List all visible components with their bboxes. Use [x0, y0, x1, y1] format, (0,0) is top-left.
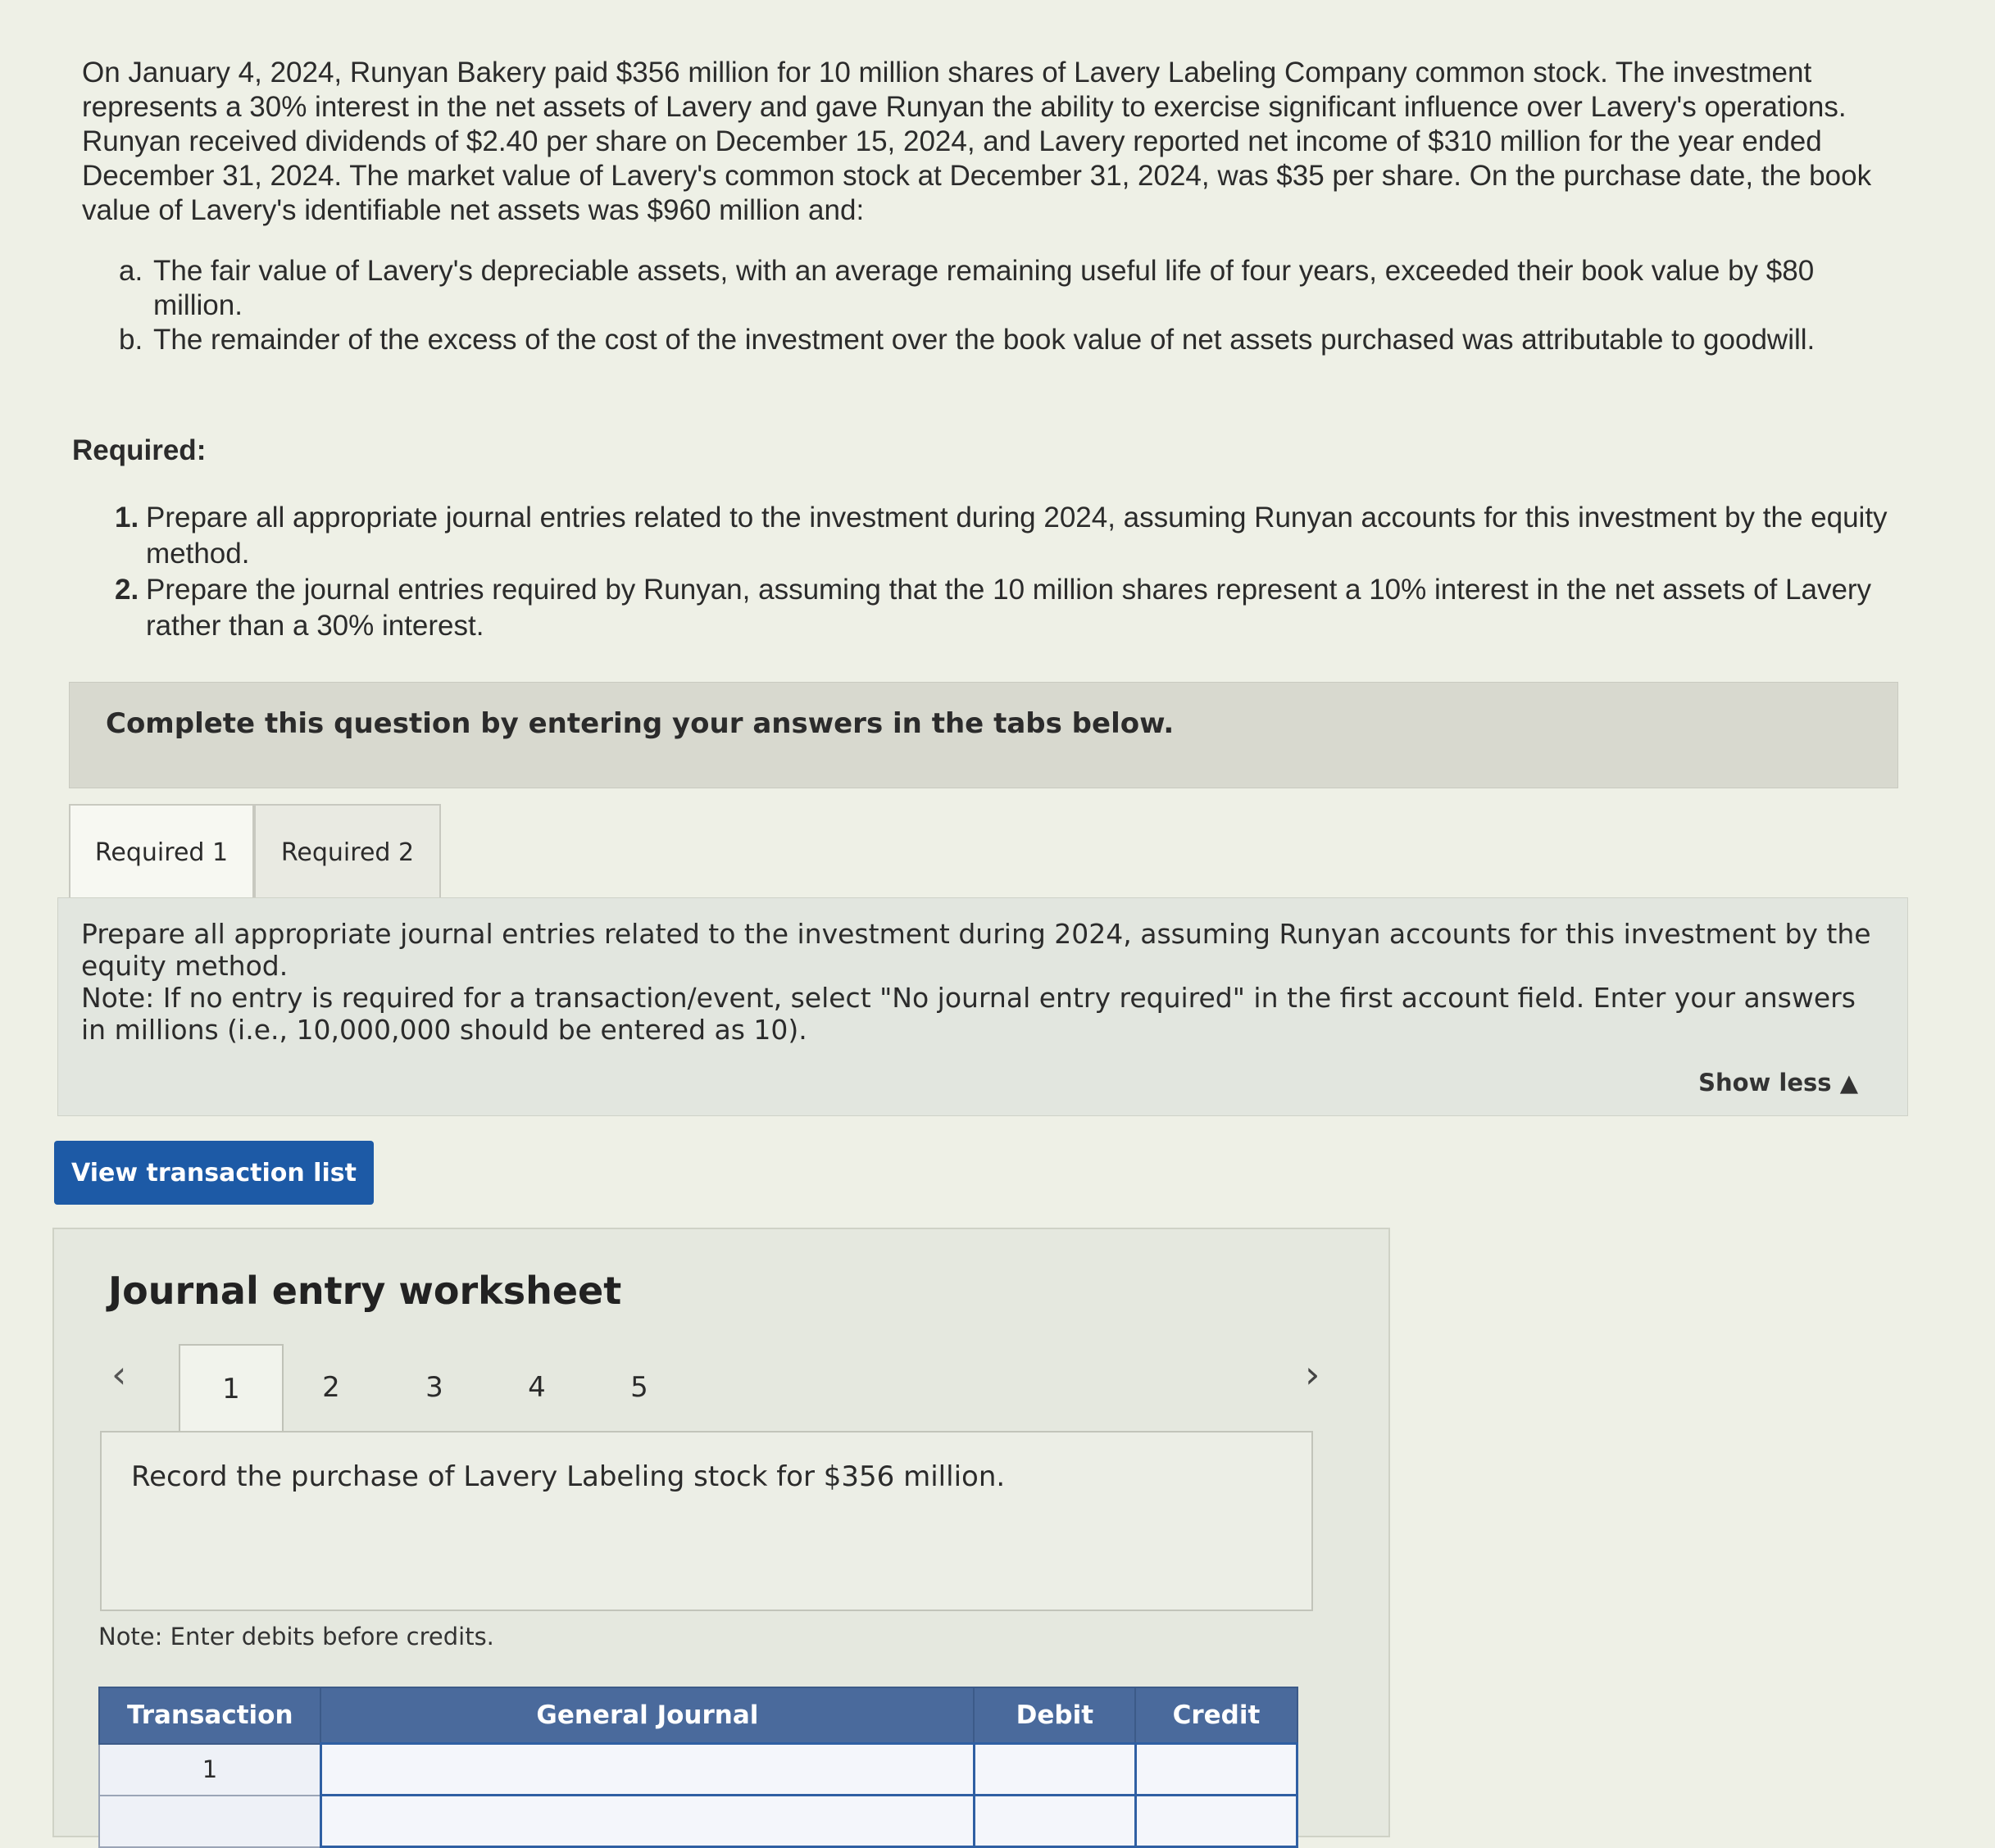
- worksheet-title: Journal entry worksheet: [108, 1269, 622, 1313]
- instructions-main: Prepare all appropriate journal entries related to the investment during 2024, assuming Runyan accounts for this investment by the equity method.: [81, 918, 1871, 982]
- required-item-text: Prepare the journal entries required by Runyan, assuming that the 10 million shares represent a 10% interest in the net assets of Lavery rather than a 30% interest.: [146, 574, 1872, 642]
- required-item-marker: 1.: [115, 502, 139, 534]
- debit-input[interactable]: [974, 1796, 1135, 1847]
- required-heading: Required:: [72, 434, 207, 466]
- problem-item-marker: b.: [119, 324, 143, 356]
- table-row: [99, 1744, 1297, 1796]
- problem-statement: [82, 56, 1910, 357]
- instructions-text: [81, 918, 1884, 1046]
- problem-item-marker: a.: [119, 255, 143, 287]
- instructions-panel: [57, 897, 1908, 1116]
- required-item-marker: 2.: [115, 574, 139, 606]
- account-select[interactable]: [320, 1744, 974, 1796]
- problem-item-a: [119, 254, 1910, 323]
- worksheet-step-1[interactable]: 1: [179, 1344, 284, 1433]
- required-list: [115, 500, 1910, 644]
- transaction-cell: 1: [99, 1744, 320, 1796]
- header-general-journal: General Journal: [320, 1687, 974, 1744]
- transaction-cell: [99, 1796, 320, 1847]
- debits-note: Note: Enter debits before credits.: [98, 1623, 494, 1650]
- triangle-up-icon: ▲: [1839, 1069, 1858, 1097]
- problem-items: [82, 254, 1910, 357]
- entry-description-box: [100, 1431, 1313, 1611]
- required-item-2: [115, 572, 1910, 644]
- view-transaction-list-button[interactable]: View transaction list: [54, 1141, 374, 1205]
- entry-description: Record the purchase of Lavery Labeling stock for $356 million.: [131, 1460, 1006, 1493]
- worksheet-step-2[interactable]: 2: [322, 1371, 340, 1404]
- required-item-1: [115, 500, 1910, 572]
- header-transaction: Transaction: [99, 1687, 320, 1744]
- instructions-note: Note: If no entry is required for a transaction/event, select "No journal entry required" in the first account field. Enter your answers in millions (i.e., 10,000,000 should be entered as 10).: [81, 982, 1856, 1046]
- worksheet-step-4[interactable]: 4: [528, 1371, 546, 1404]
- chevron-left-icon[interactable]: ‹: [111, 1352, 127, 1396]
- debit-input[interactable]: [974, 1744, 1135, 1796]
- journal-entry-worksheet: [52, 1228, 1390, 1837]
- show-less-link[interactable]: [1698, 1069, 1858, 1097]
- header-credit: Credit: [1135, 1687, 1297, 1744]
- required-item-text: Prepare all appropriate journal entries related to the investment during 2024, assuming Runyan accounts for this investment by the equity method.: [146, 502, 1888, 570]
- header-debit: Debit: [974, 1687, 1135, 1744]
- complete-question-banner: [69, 682, 1898, 788]
- worksheet-step-3[interactable]: 3: [425, 1371, 443, 1404]
- problem-item-b: [119, 323, 1910, 357]
- tab-required-1[interactable]: Required 1: [69, 804, 254, 899]
- chevron-right-icon[interactable]: ›: [1305, 1352, 1320, 1396]
- problem-item-text: The remainder of the excess of the cost of the investment over the book value of net assets purchased was attributable to goodwill.: [153, 324, 1815, 356]
- journal-header-row: [99, 1687, 1297, 1744]
- show-less-label: Show less: [1698, 1069, 1832, 1097]
- credit-input[interactable]: [1135, 1744, 1297, 1796]
- complete-question-text: Complete this question by entering your answers in the tabs below.: [106, 707, 1175, 740]
- table-row: [99, 1796, 1297, 1847]
- problem-item-text: The fair value of Lavery's depreciable assets, with an average remaining useful life of four years, exceeded their book value by $80 million.: [153, 255, 1815, 321]
- account-select[interactable]: [320, 1796, 974, 1847]
- worksheet-step-5[interactable]: 5: [630, 1371, 648, 1404]
- credit-input[interactable]: [1135, 1796, 1297, 1847]
- journal-table: [98, 1687, 1298, 1848]
- tab-required-2[interactable]: Required 2: [254, 804, 441, 899]
- problem-paragraph: On January 4, 2024, Runyan Bakery paid $356 million for 10 million shares of Lavery Labeling Company common stock. The investment represents a 30% interest in the net assets of Lavery and gave Runyan the ability to exercise significant influence over Lavery's operations. Runyan received dividends of $2.40 per share on December 15, 2024, and Lavery reported net income of $310 million for the year ended December 31, 2024. The market value of Lavery's common stock at December 31, 2024, was $35 per share. On the purchase date, the book value of Lavery's identifiable net assets was $960 million and:: [82, 57, 1872, 226]
